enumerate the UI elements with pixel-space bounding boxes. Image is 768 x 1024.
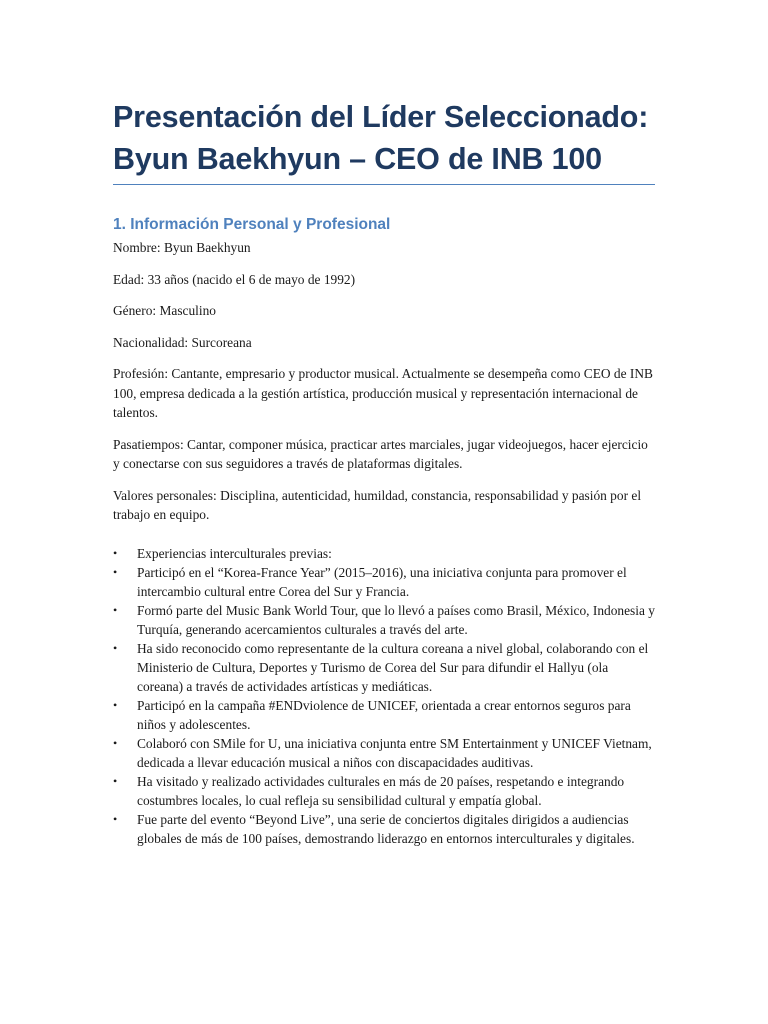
list-item	[113, 810, 655, 848]
document-title	[113, 96, 655, 185]
paragraph-nacionalidad: Nacionalidad: Surcoreana	[113, 334, 252, 350]
bullet-icon: •	[113, 735, 118, 750]
bullet-icon: •	[113, 602, 118, 617]
list-item-text: Ha sido reconocido como representante de la cultura coreana a nivel global, colaborando con el Ministerio de Cultura, Deportes y Turismo de Corea del Sur para difundir el Hallyu (ola coreana) a través de actividades artísticas y mediáticas.	[137, 640, 649, 694]
list-item-text: Ha visitado y realizado actividades culturales en más de 20 países, respetando e integrando costumbres locales, lo cual refleja su sensibilidad cultural y empatía global.	[137, 773, 625, 808]
list-item-text: Participó en la campaña #ENDviolence de UNICEF, orientada a crear entornos seguros para niños y adolescentes.	[137, 697, 631, 732]
bullet-icon: •	[113, 564, 118, 579]
paragraph-nombre: Nombre: Byun Baekhyun	[113, 240, 251, 255]
list-item	[113, 544, 655, 563]
list-item-text: Formó parte del Music Bank World Tour, que lo llevó a países como Brasil, México, Indonesia y Turquía, generando acercamientos culturales a través del arte.	[137, 602, 655, 637]
list-item	[113, 639, 655, 696]
bullet-icon: •	[113, 811, 118, 826]
list-item-text: Fue parte del evento “Beyond Live”, una serie de conciertos digitales dirigidos a audiencias globales de más de 100 países, demostrando liderazgo en entornos interculturales y digitales.	[137, 811, 635, 846]
bullet-list-experiences	[113, 544, 655, 848]
paragraph-edad: Edad: 33 años (nacido el 6 de mayo de 1992)	[113, 271, 356, 287]
list-item-text: Colaboró con SMile for U, una iniciativa conjunta entre SM Entertainment y UNICEF Vietnam, dedicada a llevar educación musical a niños con discapacidades auditivas.	[137, 735, 652, 770]
paragraph-profesion: Profesión: Cantante, empresario y productor musical. Actualmente se desempeña como CEO de INB 100, empresa dedicada a la gestión artística, producción musical y representación internacional de talentos.	[113, 366, 653, 420]
bullet-icon: •	[113, 545, 118, 560]
list-item	[113, 734, 655, 772]
bullet-icon: •	[113, 773, 118, 788]
paragraph-pasatiempos: Pasatiempos: Cantar, componer música, practicar artes marciales, jugar videojuegos, hacer ejercicio y conectarse con sus seguidores a través de plataformas digitales.	[113, 436, 648, 471]
document-title-line-1: Presentación del Líder Seleccionado:	[113, 100, 649, 134]
list-item	[113, 772, 655, 810]
list-item	[113, 563, 655, 601]
list-item-text: Experiencias interculturales previas:	[137, 545, 332, 561]
list-item	[113, 696, 655, 734]
bullet-icon: •	[113, 697, 118, 712]
list-item	[113, 601, 655, 639]
section-heading-personal-info: 1. Información Personal y Profesional	[113, 216, 391, 233]
document-title-line-2: Byun Baekhyun – CEO de INB 100	[113, 142, 602, 176]
list-item-text: Participó en el “Korea-France Year” (2015–2016), una iniciativa conjunta para promover el intercambio cultural entre Corea del Sur y Francia.	[137, 564, 627, 599]
paragraph-valores: Valores personales: Disciplina, autenticidad, humildad, constancia, responsabilidad y pasión por el trabajo en equipo.	[113, 487, 642, 522]
bullet-icon: •	[113, 640, 118, 655]
paragraph-genero: Género: Masculino	[113, 303, 217, 318]
document-page	[113, 96, 655, 848]
